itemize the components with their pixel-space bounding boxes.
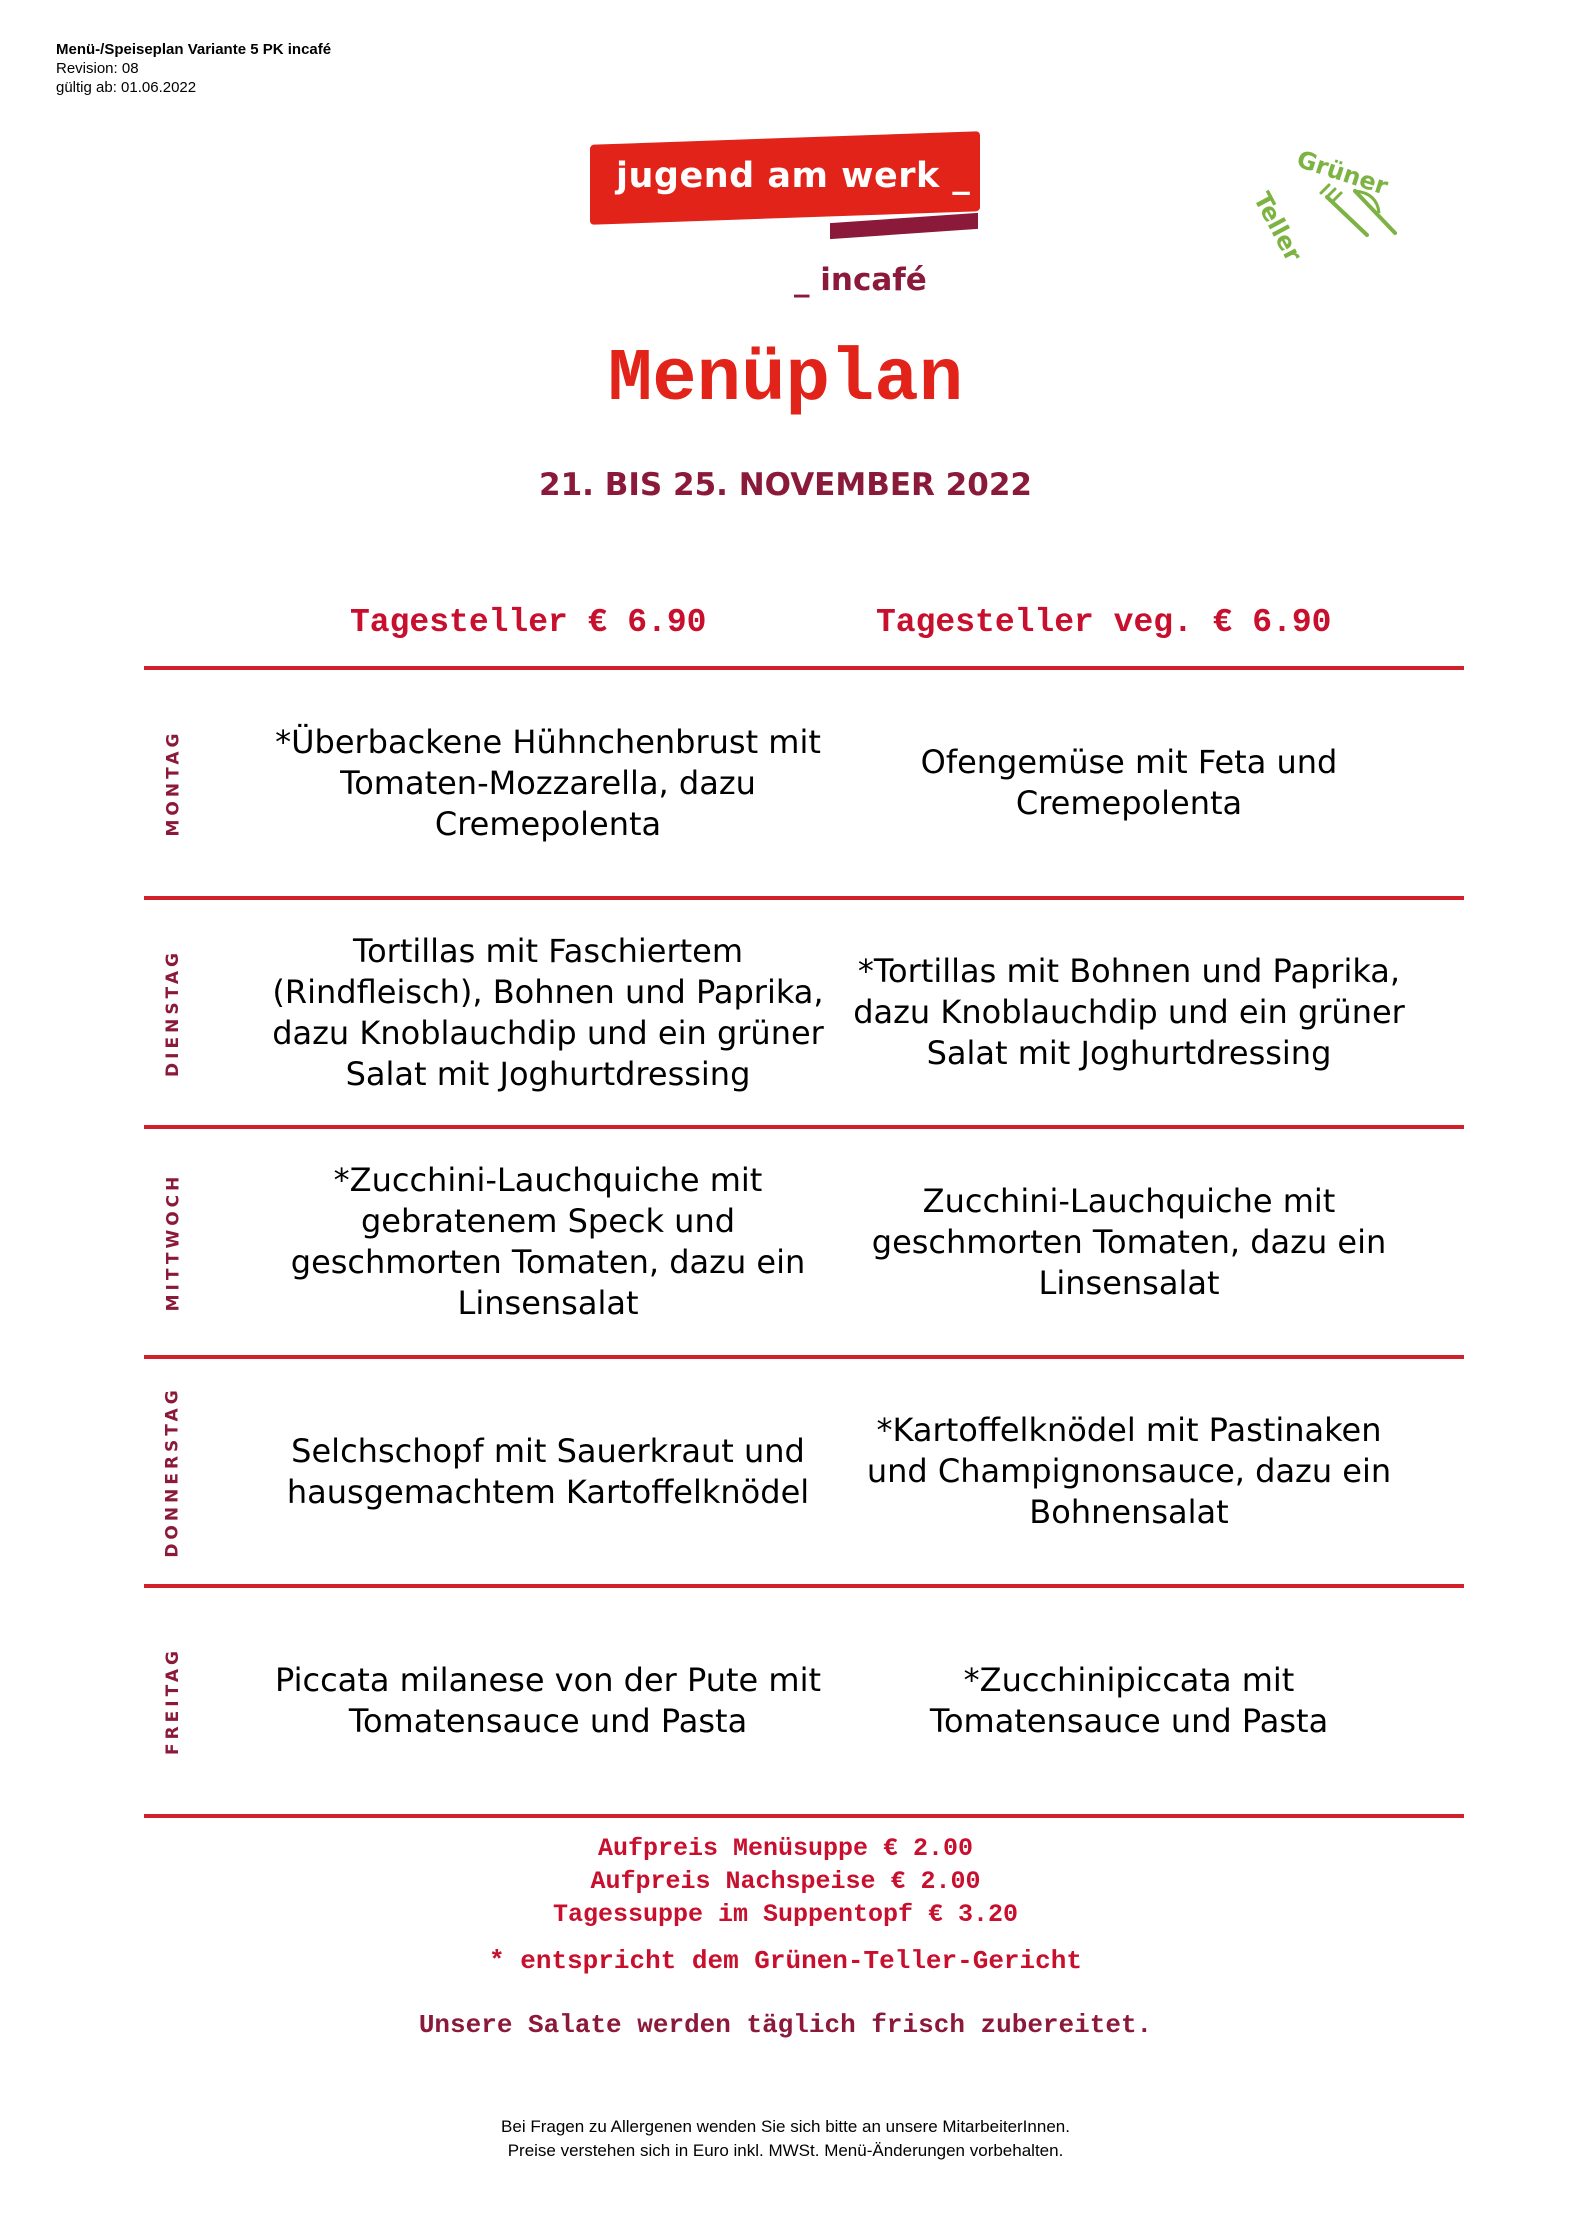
footer-allergen-line: Bei Fragen zu Allergenen wenden Sie sich bitte an unsere MitarbeiterInnen. [501,2117,1070,2136]
day-label-dienstag: DIENSTAG [163,948,184,1077]
gruener-teller-word-2: Teller [1247,187,1308,267]
logo-brand-text: jugend am werk _ [616,156,971,196]
page-title: Menüplan [607,338,964,422]
gruener-teller-logo [1247,135,1420,270]
day-label-mittwoch: MITTWOCH [163,1172,184,1312]
date-range: 21. BIS 25. NOVEMBER 2022 [539,467,1032,503]
logo-dark-bar [830,213,978,239]
revision-label: Revision: 08 [56,60,139,77]
gruener-teller-word-1: Grüner [1293,144,1392,201]
column-header-regular: Tagesteller € 6.90 [350,604,707,641]
day-label-freitag: FREITAG [163,1646,183,1756]
surcharge-soup: Aufpreis Menüsuppe € 2.00 [597,1834,974,1863]
surcharge-list [0,1832,1571,1931]
column-header-veg: Tagesteller veg. € 6.90 [876,604,1332,641]
menu-cell-veg-mittwoch: Zucchini-Lauchquiche mit geschmorten Tomaten, dazu ein Linsensalat [871,1181,1387,1302]
logo-incafe-text: _ incafé [794,262,927,298]
salad-note: Unsere Salate werden täglich frisch zubereitet. [418,2010,1153,2040]
menu-cell-regular-donnerstag: Selchschopf mit Sauerkraut und hausgemachtem Kartoffelknödel [286,1431,810,1511]
jugend-am-werk-logo [580,130,1000,310]
footer-price-line: Preise verstehen sich in Euro inkl. MWSt. Menü-Änderungen vorbehalten. [507,2141,1064,2160]
document-header [56,40,331,97]
menu-cell-regular-mittwoch: *Zucchini-Lauchquiche mit gebratenem Speck und geschmorten Tomaten, dazu ein Linsensalat [290,1161,806,1322]
menu-cell-veg-freitag: *Zucchinipiccata mit Tomatensauce und Pasta [929,1661,1329,1740]
menu-cell-veg-donnerstag: *Kartoffelknödel mit Pastinaken und Champignonsauce, dazu ein Bohnensalat [866,1411,1392,1531]
document-title: Menü-/Speiseplan Variante 5 PK incafé [56,41,332,58]
day-label-montag: MONTAG [163,729,184,837]
menu-cell-veg-montag: Ofengemüse mit Feta und Cremepolenta [920,743,1338,822]
gruener-teller-icon [1247,135,1420,270]
day-label-donnerstag: DONNERSTAG [163,1385,184,1558]
divider-line [144,1814,1464,1818]
footer [0,2115,1571,2163]
green-plate-note: * entspricht dem Grünen-Teller-Gericht [489,1946,1082,1976]
menu-cell-regular-dienstag: Tortillas mit Faschiertem (Rindfleisch), Bohnen und Paprika, dazu Knoblauchdip und ein grüner Salat mit Joghurtdressing [272,931,824,1093]
surcharge-daily-soup: Tagessuppe im Suppentopf € 3.20 [552,1900,1019,1929]
menu-cell-veg-dienstag: *Tortillas mit Bohnen und Paprika, dazu Knoblauchdip und ein grüner Salat mit Joghurtdressing [853,952,1405,1072]
menu-cell-regular-freitag: Piccata milanese von der Pute mit Tomatensauce und Pasta [275,1661,821,1740]
menu-cell-regular-montag: *Überbackene Hühnchenbrust mit Tomaten-Mozzarella, dazu Cremepolenta [275,722,821,843]
surcharge-dessert: Aufpreis Nachspeise € 2.00 [590,1867,981,1896]
valid-from-label: gültig ab: 01.06.2022 [56,79,197,96]
